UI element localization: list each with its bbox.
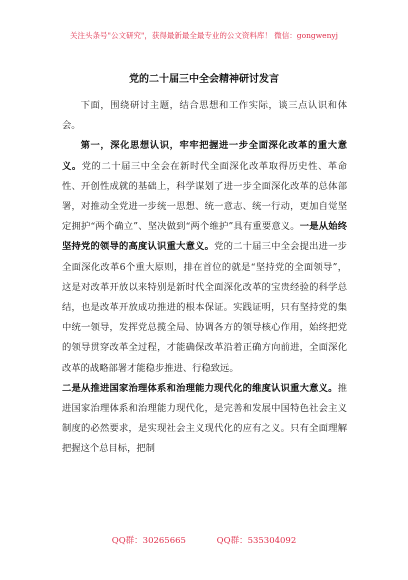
point-one-text: 党的二十届三中全会提出进一步全面深化改革6个重大原则，排在首位的就是“坚持党的全面领导”，这是对改革开放以来特别是新时代全面深化改革的宝贵经验的科学总结，也是改革开放成功推进的根本保证。实践证明，只有坚持党的集中统一领导，发挥党总揽全局、协调各方的领导核心作用，始终把党的领导贯穿改革全过程，才能确保改革沿着正确方向前进，全面深化改革的战略部署才能稳步推进、行稳致远。	[62, 241, 347, 374]
section-one-heading: 第一，深化思想认识，牢牢把握进一步全面深化改革的重大意义。	[62, 140, 347, 172]
contact-footer	[0, 534, 408, 546]
promo-header: 关注头条号"公文研究"，获得最新最全最专业的公文资料库！ 微信：gongwenyj	[70, 31, 338, 40]
point-two-heading: 二是从推进国家治理体系和治理能力现代化的维度认识重大意义。	[62, 382, 338, 394]
section-one-paragraph	[62, 136, 347, 378]
point-two-text: 推进国家治理体系和治理能力现代化，是完善和发展中国特色社会主义制度的必然要求，是实现社会主义现代化的应有之义。只有全面理解把握这个总目标，把制	[62, 382, 347, 455]
qq-group-2: QQ群：535304092	[216, 536, 297, 546]
point-one-heading: 一是从始终坚持党的领导的高度认识重大意义。	[62, 221, 347, 253]
qq-group-1: QQ群：30265665	[111, 536, 186, 546]
point-two-paragraph	[62, 379, 347, 460]
intro-text: 下面，围绕研讨主题，结合思想和工作实际，谈三点认识和体会。	[62, 100, 347, 132]
intro-paragraph	[62, 96, 347, 136]
document-body	[62, 96, 347, 460]
document-title: 党的二十届三中全会精神研讨发言	[129, 74, 279, 85]
section-one-text: 党的二十届三中全会在新时代全面深化改革取得历史性、革命性、开创性成就的基础上，科学谋划了进一步全面深化改革的总体部署，对推动全党进一步统一思想、统一意志、统一行动，更加自觉坚定拥护“两个确立”、坚决做到“两个维护”具有重要意义。	[62, 160, 347, 233]
